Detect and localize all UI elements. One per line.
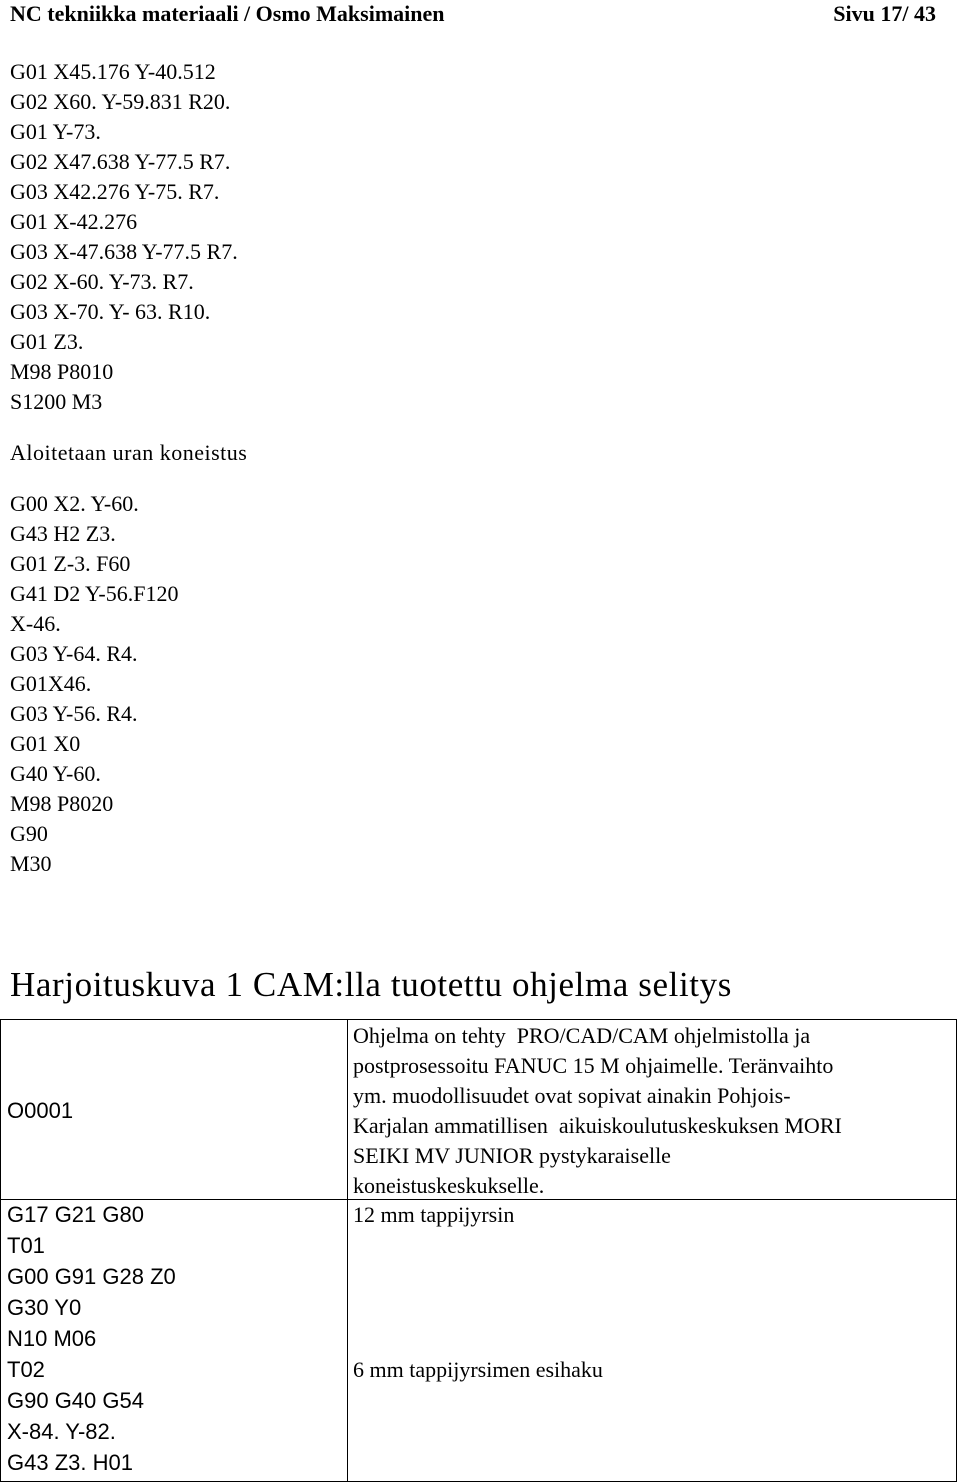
program-explanation-table xyxy=(0,1019,957,1482)
code-cell: T02 xyxy=(7,1357,45,1382)
section-heading: Aloitetaan uran koneistus xyxy=(10,440,248,465)
code-cell: G17 G21 G80 xyxy=(7,1202,144,1227)
description-cell: 6 mm tappijyrsimen esihaku xyxy=(353,1357,603,1382)
code-cell: O0001 xyxy=(7,1098,74,1123)
program-line: G03 Y-64. R4. xyxy=(10,641,138,666)
program-line: G03 Y-56. R4. xyxy=(10,701,138,726)
table-row xyxy=(1,1324,956,1355)
program-line: G02 X-60. Y-73. R7. xyxy=(10,269,194,294)
program-line: G00 X2. Y-60. xyxy=(10,491,139,516)
program-listing-part1 xyxy=(10,57,238,417)
table-row xyxy=(1,1020,956,1200)
description-line: Karjalan ammatillisen aikuiskoulutuskeskuksen MORI xyxy=(353,1113,842,1138)
document-title: NC tekniikka materiaali / Osmo Maksimainen xyxy=(10,1,445,26)
program-line: G01 Y-73. xyxy=(10,119,101,144)
program-line: G01 X-42.276 xyxy=(10,209,138,234)
code-cell: T01 xyxy=(7,1233,45,1258)
program-line: G02 X47.638 Y-77.5 R7. xyxy=(10,149,231,174)
program-line: G01 X45.176 Y-40.512 xyxy=(10,59,216,84)
program-line: X-46. xyxy=(10,611,61,636)
program-line: G01X46. xyxy=(10,671,92,696)
program-listing-part2 xyxy=(10,489,178,879)
page-number: Sivu 17/ 43 xyxy=(833,1,936,26)
program-line: M98 P8010 xyxy=(10,359,114,384)
program-line: M30 xyxy=(10,851,52,876)
table-row xyxy=(1,1448,956,1479)
description-line: postprosessoitu FANUC 15 M ohjaimelle. Teränvaihto xyxy=(353,1053,834,1078)
table-row xyxy=(1,1200,956,1231)
program-line: G01 Z-3. F60 xyxy=(10,551,131,576)
description-line: koneistuskeskukselle. xyxy=(353,1173,545,1198)
table-row xyxy=(1,1231,956,1262)
program-line: M98 P8020 xyxy=(10,791,114,816)
code-cell: G43 Z3. H01 xyxy=(7,1450,133,1475)
description-line: Ohjelma on tehty PRO/CAD/CAM ohjelmistolla ja xyxy=(353,1023,811,1048)
program-line: G40 Y-60. xyxy=(10,761,101,786)
code-cell: G30 Y0 xyxy=(7,1295,82,1320)
program-line: G43 H2 Z3. xyxy=(10,521,116,546)
description-line: SEIKI MV JUNIOR pystykaraiselle xyxy=(353,1143,671,1168)
exercise-heading: Harjoituskuva 1 CAM:lla tuotettu ohjelma selitys xyxy=(10,965,732,1004)
code-cell: N10 M06 xyxy=(7,1326,97,1351)
program-line: G03 X-70. Y- 63. R10. xyxy=(10,299,211,324)
description-cell: 12 mm tappijyrsin xyxy=(353,1202,515,1227)
table-row xyxy=(1,1417,956,1448)
code-cell: G00 G91 G28 Z0 xyxy=(7,1264,176,1289)
program-line: G01 Z3. xyxy=(10,329,84,354)
table-row xyxy=(1,1262,956,1293)
code-cell: X-84. Y-82. xyxy=(7,1419,116,1444)
program-line: G41 D2 Y-56.F120 xyxy=(10,581,179,606)
page-header xyxy=(10,0,936,28)
program-line: G03 X-47.638 Y-77.5 R7. xyxy=(10,239,238,264)
code-cell: G90 G40 G54 xyxy=(7,1388,144,1413)
program-line: G90 xyxy=(10,821,48,846)
table-row xyxy=(1,1386,956,1417)
program-line: G02 X60. Y-59.831 R20. xyxy=(10,89,231,114)
description-cell xyxy=(353,1021,948,1201)
table-row xyxy=(1,1293,956,1324)
program-line: G01 X0 xyxy=(10,731,81,756)
program-line: G03 X42.276 Y-75. R7. xyxy=(10,179,220,204)
program-line: S1200 M3 xyxy=(10,389,103,414)
table-row xyxy=(1,1355,956,1386)
description-line: ym. muodollisuudet ovat sopivat ainakin Pohjois- xyxy=(353,1083,791,1108)
